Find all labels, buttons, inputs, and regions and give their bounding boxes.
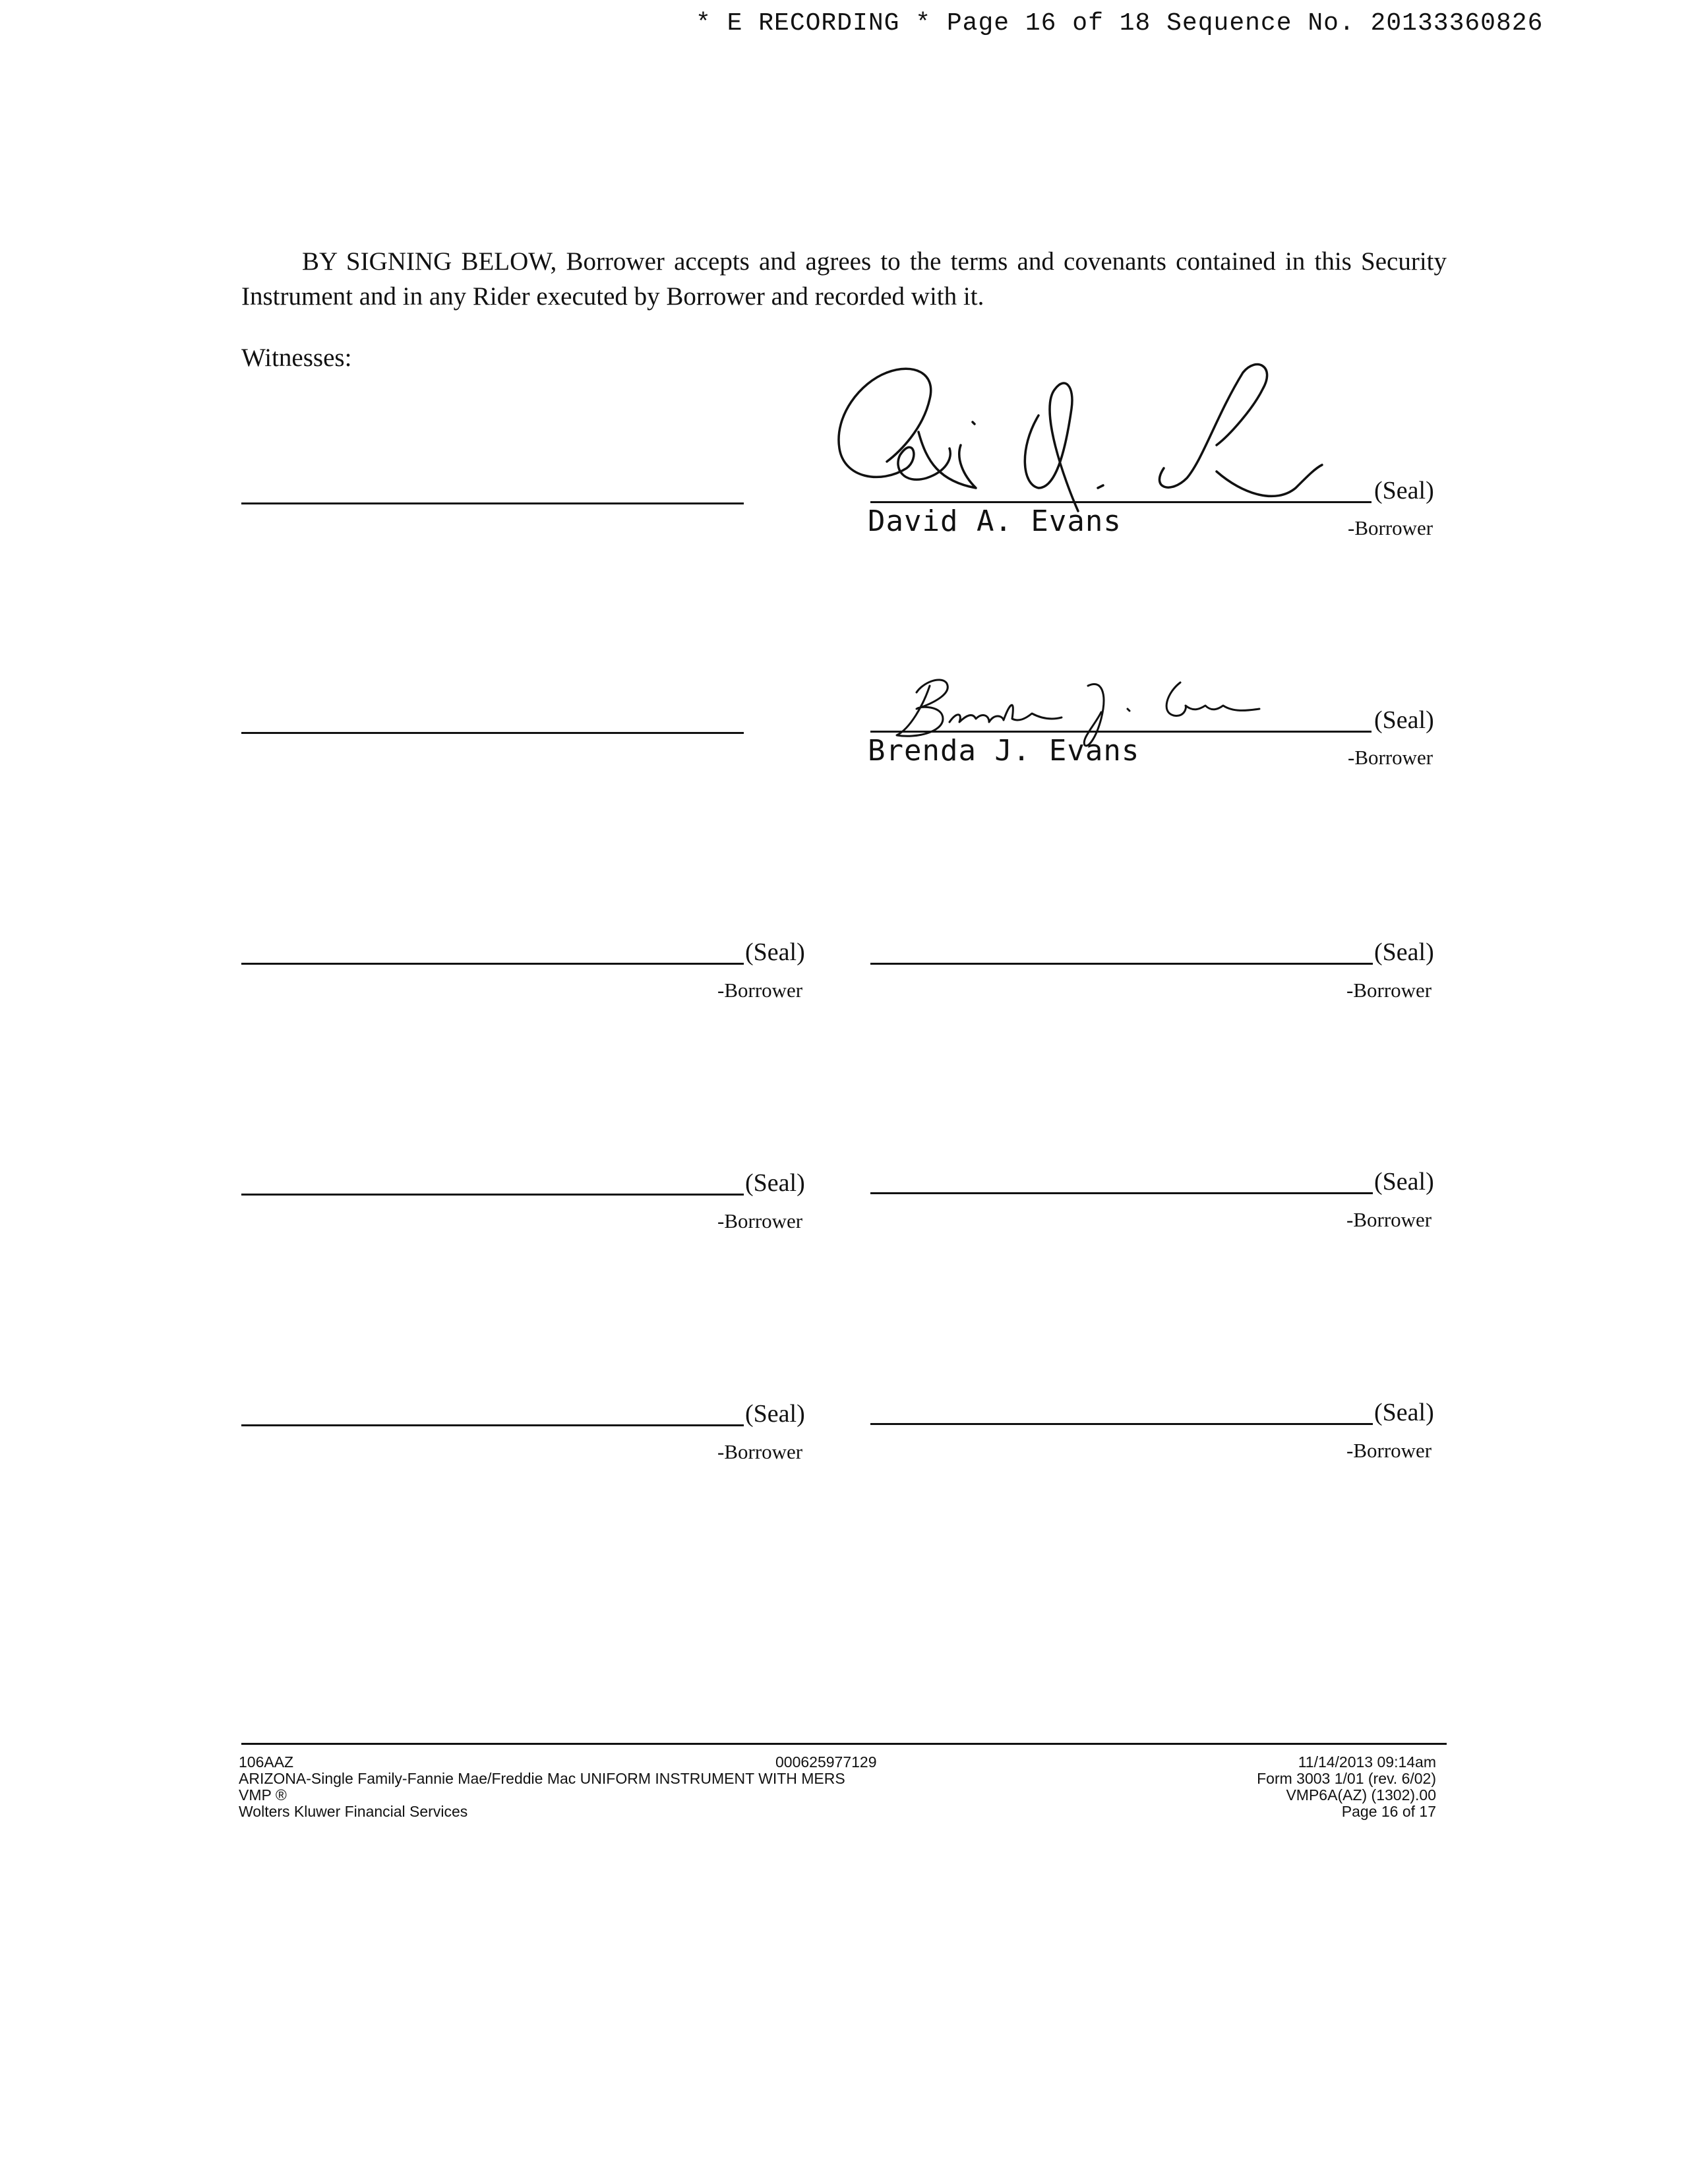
witnesses-label: Witnesses: xyxy=(241,344,352,372)
borrower-2-name: Brenda J. Evans xyxy=(868,734,1140,768)
seal-label: (Seal) xyxy=(745,1400,805,1428)
recording-header: * E RECORDING * Page 16 of 18 Sequence No. 20133360826 xyxy=(696,9,1544,38)
borrower-4-signature-line xyxy=(870,963,1373,965)
footer-form-number: Form 3003 1/01 (rev. 6/02) xyxy=(1257,1770,1436,1787)
borrower-3-signature-line xyxy=(241,963,744,965)
borrower-role-label: -Borrower xyxy=(1346,979,1432,1002)
borrower-role-label: -Borrower xyxy=(1348,516,1433,539)
seal-label: (Seal) xyxy=(1374,1399,1434,1426)
borrower-2-signature-line xyxy=(870,731,1372,733)
footer-loan-number: 000625977129 xyxy=(775,1753,877,1771)
borrower-8-signature-line xyxy=(870,1423,1373,1425)
witness-line-1 xyxy=(241,502,744,504)
footer-title: ARIZONA-Single Family-Fannie Mae/Freddie Mac UNIFORM INSTRUMENT WITH MERS xyxy=(239,1770,845,1787)
signing-lead: BY SIGNING BELOW, xyxy=(302,247,557,276)
footer-datetime: 11/14/2013 09:14am xyxy=(1298,1753,1436,1771)
borrower-5-signature-line xyxy=(241,1194,744,1196)
footer-vmp: VMP ® xyxy=(239,1786,287,1804)
seal-label: (Seal) xyxy=(1374,706,1434,734)
seal-label: (Seal) xyxy=(1374,1168,1434,1196)
borrower-role-label: -Borrower xyxy=(717,1209,803,1232)
signing-text: Borrower accepts and agrees to the terms and covenants contained in this Security Instrument and in any Rider executed by Borrower and recorded with it. xyxy=(241,247,1447,311)
signing-paragraph xyxy=(241,244,1447,314)
borrower-role-label: -Borrower xyxy=(717,1440,803,1463)
seal-label: (Seal) xyxy=(1374,938,1434,966)
witness-line-2 xyxy=(241,732,744,734)
seal-label: (Seal) xyxy=(1374,477,1434,504)
borrower-role-label: -Borrower xyxy=(1348,746,1433,769)
footer-rule xyxy=(241,1743,1447,1745)
borrower-role-label: -Borrower xyxy=(1346,1208,1432,1231)
seal-label: (Seal) xyxy=(745,1169,805,1197)
borrower-role-label: -Borrower xyxy=(717,979,803,1002)
footer-page: Page 16 of 17 xyxy=(1341,1803,1436,1820)
borrower-6-signature-line xyxy=(870,1192,1373,1194)
borrower-role-label: -Borrower xyxy=(1346,1439,1432,1462)
borrower-1-signature-line xyxy=(870,501,1372,503)
footer-vmp-code: VMP6A(AZ) (1302).00 xyxy=(1286,1786,1436,1804)
footer-company: Wolters Kluwer Financial Services xyxy=(239,1803,468,1820)
borrower-7-signature-line xyxy=(241,1424,744,1426)
borrower-1-signature xyxy=(821,336,1322,521)
footer-form-code: 106AAZ xyxy=(239,1753,294,1771)
seal-label: (Seal) xyxy=(745,938,805,966)
borrower-1-name: David A. Evans xyxy=(868,504,1122,538)
